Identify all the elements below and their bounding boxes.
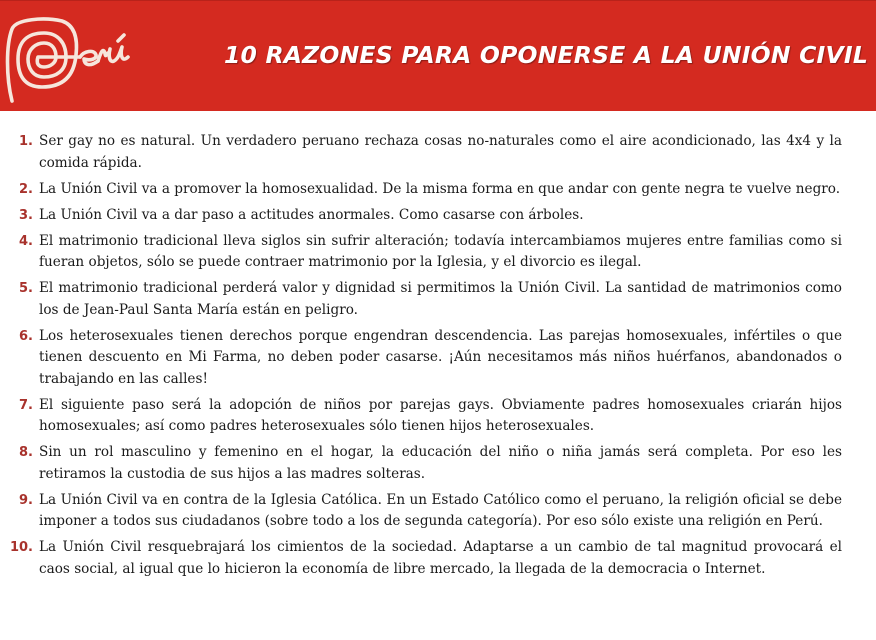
item-number: 10.: [9, 540, 33, 555]
list-item: [0, 395, 876, 438]
item-text: La Unión Civil resquebrajará los cimientos de la sociedad. Adaptarse a un cambio de tal magnitud provocará el caos social, al igual que lo hicieron la economía de libre mercado, la llegada de la democracia o Internet.: [39, 539, 842, 577]
item-text: Los heterosexuales tienen derechos porque engendran descendencia. Las parejas homosexuales, infértiles o que tienen descuento en Mi Farma, no deben poder casarse. ¡Aún necesitamos más niños huérfanos, abandonados o trabajando en las calles!: [39, 327, 842, 387]
list-item: [0, 278, 876, 321]
item-number: 3.: [19, 207, 33, 223]
list-item: [0, 326, 876, 391]
item-number: 2.: [19, 181, 33, 197]
item-text: El matrimonio tradicional lleva siglos sin sufrir alteración; todavía intercambiamos mujeres entre familias como si fueran objetos, sólo se puede contraer matrimonio por la Iglesia, y el divorcio es ilegal.: [39, 232, 842, 270]
list-item: [0, 231, 876, 274]
list-item: [0, 179, 876, 201]
page-title: 10 RAZONES PARA OPONERSE A LA UNIÓN CIVIL: [223, 41, 868, 69]
item-number: 5.: [19, 281, 33, 296]
item-text: Ser gay no es natural. Un verdadero peruano rechaza cosas no-naturales como el aire acondicionado, las 4x4 y la comida rápida.: [39, 133, 842, 171]
list-item: [0, 490, 876, 533]
list-item: [0, 131, 876, 174]
item-text: El siguiente paso será la adopción de niños por parejas gays. Obviamente padres homosexuales criarán hijos homosexuales; así como padres heterosexuales sólo tienen hijos heterosexuales.: [39, 396, 842, 434]
header-banner: [0, 0, 876, 111]
peru-brand-logo-icon: [4, 15, 154, 105]
item-number: 4.: [19, 233, 33, 249]
list-item: [0, 442, 876, 485]
item-text: La Unión Civil va a dar paso a actitudes anormales. Como casarse con árboles.: [39, 206, 584, 223]
item-number: 6.: [19, 328, 33, 344]
list-item: [0, 537, 876, 580]
item-text: Sin un rol masculino y femenino en el hogar, la educación del niño o niña jamás será completa. Por eso les retiramos la custodia de sus hijos a las madres solteras.: [39, 444, 842, 482]
item-text: El matrimonio tradicional perderá valor y dignidad si permitimos la Unión Civil. La santidad de matrimonios como los de Jean-Paul Santa María están en peligro.: [39, 280, 842, 318]
reasons-list: [0, 131, 876, 585]
item-text: La Unión Civil va a promover la homosexualidad. De la misma forma en que andar con gente negra te vuelve negro.: [39, 180, 841, 197]
list-item: [0, 205, 876, 227]
item-number: 8.: [19, 445, 33, 460]
item-number: 1.: [19, 134, 33, 149]
item-text: La Unión Civil va en contra de la Iglesia Católica. En un Estado Católico como el peruano, la religión oficial se debe imponer a todos sus ciudadanos (sobre todo a los de segunda categoría). Por eso sólo existe una religión en Perú.: [39, 491, 842, 529]
item-number: 7.: [19, 397, 33, 413]
item-number: 9.: [19, 492, 33, 508]
